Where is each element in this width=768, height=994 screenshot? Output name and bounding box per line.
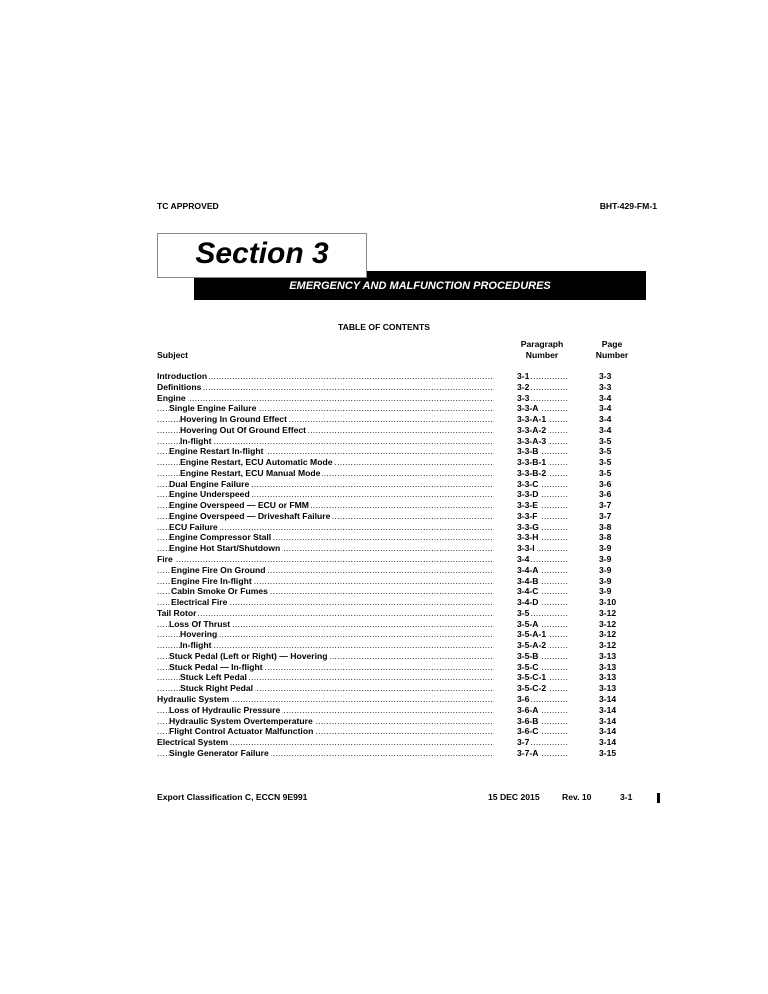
toc-entry[interactable] — [157, 500, 657, 511]
toc-entry-paragraph — [517, 672, 569, 683]
footer-date: 15 DEC 2015 — [488, 792, 540, 802]
toc-entry-subject — [157, 672, 494, 683]
toc-entry[interactable] — [157, 705, 657, 716]
toc-entry[interactable] — [157, 436, 657, 447]
toc-entry-subject — [157, 576, 494, 587]
toc-entry-subject — [157, 554, 494, 565]
toc-entry-page: 3-12 — [599, 618, 617, 629]
toc-entry-page: 3-13 — [599, 672, 617, 683]
toc-entry-page: 3-7 — [599, 510, 612, 521]
toc-entry-paragraph — [517, 748, 569, 759]
toc-entry-paragraph — [517, 554, 569, 565]
toc-entry-paragraph — [517, 522, 569, 533]
toc-entry-subject-text: Flight Control Actuator Malfunction — [169, 726, 314, 737]
toc-entry-subject-text: Cabin Smoke Or Fumes — [171, 586, 268, 597]
toc-entry-paragraph-text: 3-5-A-2 — [517, 640, 547, 651]
toc-entry-subject-text: Engine Fire On Ground — [171, 564, 266, 575]
toc-entry[interactable] — [157, 597, 657, 608]
toc-entry-subject-text: Hovering — [180, 629, 218, 640]
toc-entry[interactable] — [157, 479, 657, 490]
toc-entry-subject-text: Introduction — [157, 371, 208, 381]
toc-entry-paragraph — [517, 511, 569, 522]
toc-entry-paragraph-text: 3-5 — [517, 607, 530, 618]
toc-entry-subject-text: Hydraulic System — [157, 693, 230, 704]
toc-entry-subject — [157, 489, 494, 500]
toc-entry[interactable] — [157, 403, 657, 414]
toc-entry[interactable] — [157, 672, 657, 683]
toc-entry-paragraph-text: 3-3-I — [517, 543, 535, 554]
toc-entry-paragraph — [517, 414, 569, 425]
toc-entry[interactable] — [157, 511, 657, 522]
toc-entry-page: 3-9 — [599, 543, 612, 554]
toc-entry-subject-text: Stuck Pedal — In-flight — [169, 661, 263, 672]
column-header-page — [585, 339, 639, 361]
toc-entry[interactable] — [157, 576, 657, 587]
toc-entry-page: 3-4 — [599, 414, 612, 425]
toc-entry-paragraph — [517, 457, 569, 468]
toc-entry-paragraph-text: 3-3-F — [517, 510, 538, 521]
toc-entry-subject — [157, 608, 494, 619]
toc-entry[interactable] — [157, 543, 657, 554]
toc-entry-subject-text: Engine — [157, 392, 186, 403]
change-bar — [657, 793, 660, 803]
toc-entry-paragraph — [517, 489, 569, 500]
toc-entry-paragraph-text: 3-6-A — [517, 704, 539, 715]
toc-entry-paragraph — [517, 576, 569, 587]
toc-entry-paragraph-text: 3-3-A-2 — [517, 424, 547, 435]
toc-entry[interactable] — [157, 716, 657, 727]
footer-page-number: 3-1 — [620, 792, 633, 802]
toc-entry-page: 3-5 — [599, 467, 612, 478]
toc-list — [157, 371, 657, 759]
toc-entry-page: 3-4 — [599, 424, 612, 435]
toc-entry-paragraph — [517, 500, 569, 511]
toc-title: TABLE OF CONTENTS — [338, 322, 430, 332]
toc-entry-page: 3-13 — [599, 650, 617, 661]
toc-entry-paragraph-text: 3-3-B-2 — [517, 467, 547, 478]
toc-entry-page: 3-9 — [599, 554, 612, 565]
toc-entry-page: 3-9 — [599, 575, 612, 586]
toc-entry[interactable] — [157, 446, 657, 457]
toc-entry-page: 3-6 — [599, 489, 612, 500]
toc-entry-subject — [157, 597, 494, 608]
section-title: Section 3 — [195, 237, 329, 270]
toc-entry-paragraph — [517, 479, 569, 490]
toc-entry-page: 3-9 — [599, 586, 612, 597]
toc-entry-subject-text: In-flight — [180, 640, 212, 651]
toc-entry-page: 3-12 — [599, 607, 617, 618]
toc-entry[interactable] — [157, 554, 657, 565]
toc-entry-paragraph — [517, 651, 569, 662]
toc-entry-subject-text: Engine Fire In-flight — [171, 575, 252, 586]
toc-entry-paragraph-text: 3-5-C-2 — [517, 683, 547, 694]
toc-entry-subject — [157, 393, 494, 404]
toc-entry-paragraph — [517, 640, 569, 651]
toc-entry-paragraph — [517, 705, 569, 716]
toc-entry-paragraph — [517, 619, 569, 630]
toc-entry-paragraph-text: 3-3-B — [517, 446, 539, 457]
toc-entry-subject — [157, 543, 494, 554]
toc-entry-subject — [157, 737, 494, 748]
toc-entry-page: 3-6 — [599, 478, 612, 489]
toc-entry-paragraph-text: 3-5-A — [517, 618, 539, 629]
toc-entry-subject — [157, 565, 494, 576]
column-header-page-line2: Number — [595, 350, 629, 360]
toc-entry-subject — [157, 716, 494, 727]
toc-entry-subject — [157, 457, 494, 468]
toc-entry-subject-text: Electrical Fire — [171, 597, 228, 608]
toc-entry-subject — [157, 629, 494, 640]
toc-entry-paragraph — [517, 403, 569, 414]
toc-entry-page: 3-14 — [599, 693, 617, 704]
toc-entry-paragraph-text: 3-6-B — [517, 715, 539, 726]
toc-entry-page: 3-12 — [599, 629, 617, 640]
toc-entry-subject-text: Single Engine Failure — [169, 403, 257, 414]
toc-entry-page: 3-5 — [599, 435, 612, 446]
toc-entry[interactable] — [157, 414, 657, 425]
toc-entry[interactable] — [157, 694, 657, 705]
toc-entry-subject — [157, 532, 494, 543]
toc-entry-paragraph — [517, 662, 569, 673]
toc-entry-paragraph — [517, 371, 569, 382]
toc-entry[interactable] — [157, 565, 657, 576]
toc-entry-paragraph — [517, 425, 569, 436]
toc-entry-paragraph-text: 3-2 — [517, 381, 530, 392]
toc-entry-subject — [157, 382, 494, 393]
toc-entry[interactable] — [157, 662, 657, 673]
toc-entry-subject-text: Tail Rotor — [157, 607, 197, 618]
toc-entry-subject — [157, 651, 494, 662]
toc-entry-page: 3-9 — [599, 564, 612, 575]
toc-entry-paragraph — [517, 629, 569, 640]
toc-entry[interactable] — [157, 522, 657, 533]
toc-entry-subject — [157, 662, 494, 673]
toc-entry-paragraph-text: 3-4 — [517, 554, 530, 565]
toc-entry-subject-text: Hovering In Ground Effect — [180, 414, 287, 425]
toc-entry-paragraph-text: 3-7 — [517, 737, 530, 748]
toc-entry-paragraph-text: 3-3-H — [517, 532, 539, 543]
toc-entry-page: 3-7 — [599, 500, 612, 511]
section-subtitle: EMERGENCY AND MALFUNCTION PROCEDURES — [289, 280, 551, 292]
toc-entry-paragraph-text: 3-1 — [517, 371, 530, 381]
toc-entry-page: 3-15 — [599, 747, 617, 758]
toc-entry-subject-text: Engine Overspeed — ECU or FMM — [169, 500, 309, 511]
toc-entry-subject — [157, 619, 494, 630]
toc-entry-paragraph-text: 3-7-A — [517, 747, 539, 758]
toc-entry-paragraph — [517, 694, 569, 705]
toc-entry-subject-text: Dual Engine Failure — [169, 478, 250, 489]
toc-entry-paragraph-text: 3-4-C — [517, 586, 539, 597]
toc-entry[interactable] — [157, 489, 657, 500]
toc-entry-paragraph-text: 3-4-B — [517, 575, 539, 586]
toc-entry[interactable] — [157, 425, 657, 436]
toc-entry-page: 3-3 — [599, 371, 612, 381]
column-header-paragraph — [510, 339, 574, 361]
toc-entry-subject-text: Stuck Right Pedal — [180, 683, 254, 694]
toc-entry-page: 3-3 — [599, 381, 612, 392]
toc-entry-paragraph — [517, 565, 569, 576]
header-approval-label: TC APPROVED — [157, 201, 219, 211]
toc-entry-subject-text: Fire — [157, 554, 173, 565]
toc-entry-page: 3-13 — [599, 683, 617, 694]
toc-entry-page: 3-5 — [599, 457, 612, 468]
toc-entry[interactable] — [157, 608, 657, 619]
toc-entry-page: 3-14 — [599, 715, 617, 726]
toc-entry-subject — [157, 479, 494, 490]
toc-entry-subject-text: Engine Restart, ECU Manual Mode — [180, 467, 321, 478]
toc-entry-paragraph — [517, 532, 569, 543]
toc-entry[interactable] — [157, 468, 657, 479]
toc-entry[interactable] — [157, 737, 657, 748]
toc-entry-subject-text: Engine Hot Start/Shutdown — [169, 543, 281, 554]
toc-entry-paragraph-text: 3-4-D — [517, 597, 539, 608]
toc-entry-paragraph — [517, 393, 569, 404]
column-header-subject: Subject — [157, 350, 189, 360]
toc-entry-subject — [157, 748, 494, 759]
toc-entry[interactable] — [157, 371, 657, 382]
toc-entry-page: 3-8 — [599, 521, 612, 532]
toc-entry-paragraph-text: 3-3-A-1 — [517, 414, 547, 425]
header-document-id: BHT-429-FM-1 — [599, 201, 657, 211]
toc-entry-subject-text: Stuck Pedal (Left or Right) — Hovering — [169, 650, 328, 661]
toc-entry-subject-text: Loss of Hydraulic Pressure — [169, 704, 281, 715]
toc-entry-subject — [157, 446, 494, 457]
toc-entry-paragraph-text: 3-3-B-1 — [517, 457, 547, 468]
toc-entry-subject — [157, 436, 494, 447]
column-header-page-line1: Page — [601, 339, 623, 349]
toc-entry[interactable] — [157, 640, 657, 651]
toc-entry-paragraph-text: 3-3-E — [517, 500, 539, 511]
toc-entry[interactable] — [157, 726, 657, 737]
toc-entry-paragraph — [517, 436, 569, 447]
toc-entry-subject-text: Engine Compressor Stall — [169, 532, 272, 543]
toc-entry-paragraph-text: 3-4-A — [517, 564, 539, 575]
toc-entry-page: 3-14 — [599, 704, 617, 715]
toc-entry-subject-text: Definitions — [157, 381, 202, 392]
toc-entry-page: 3-4 — [599, 403, 612, 414]
column-header-paragraph-line2: Number — [525, 350, 559, 360]
toc-entry-subject-text: Engine Restart, ECU Automatic Mode — [180, 457, 333, 468]
toc-entry-paragraph — [517, 608, 569, 619]
toc-entry-paragraph — [517, 468, 569, 479]
toc-entry-paragraph-text: 3-5-A-1 — [517, 629, 547, 640]
toc-entry-paragraph — [517, 382, 569, 393]
toc-entry-subject — [157, 511, 494, 522]
column-header-paragraph-line1: Paragraph — [520, 339, 564, 349]
toc-entry-paragraph-text: 3-3-C — [517, 478, 539, 489]
toc-entry-paragraph — [517, 683, 569, 694]
toc-entry-page: 3-12 — [599, 640, 617, 651]
toc-entry[interactable] — [157, 393, 657, 404]
toc-entry-subject-text: Hydraulic System Overtemperature — [169, 715, 313, 726]
toc-entry-paragraph — [517, 543, 569, 554]
toc-entry[interactable] — [157, 629, 657, 640]
toc-entry-subject-text: ECU Failure — [169, 521, 218, 532]
toc-entry-paragraph — [517, 597, 569, 608]
toc-entry-subject-text: Engine Underspeed — [169, 489, 250, 500]
toc-entry-subject — [157, 500, 494, 511]
toc-entry-paragraph-text: 3-6 — [517, 693, 530, 704]
toc-entry-paragraph — [517, 586, 569, 597]
toc-entry-page: 3-4 — [599, 392, 612, 403]
toc-entry[interactable] — [157, 683, 657, 694]
toc-entry-subject-text: Loss Of Thrust — [169, 618, 231, 629]
toc-entry-page: 3-14 — [599, 737, 617, 748]
toc-entry-subject — [157, 522, 494, 533]
toc-entry-paragraph-text: 3-3-A — [517, 403, 539, 414]
toc-entry-subject — [157, 425, 494, 436]
toc-entry-paragraph — [517, 726, 569, 737]
toc-entry-paragraph-text: 3-3-A-3 — [517, 435, 547, 446]
toc-entry-subject — [157, 705, 494, 716]
toc-entry-paragraph — [517, 446, 569, 457]
toc-entry-subject-text: Electrical System — [157, 737, 229, 748]
toc-entry-subject — [157, 694, 494, 705]
toc-entry[interactable] — [157, 651, 657, 662]
toc-entry-paragraph-text: 3-5-B — [517, 650, 539, 661]
toc-entry-paragraph-text: 3-3 — [517, 392, 530, 403]
toc-entry-subject — [157, 726, 494, 737]
toc-entry-paragraph-text: 3-5-C-1 — [517, 672, 547, 683]
toc-entry[interactable] — [157, 382, 657, 393]
toc-entry-page: 3-10 — [599, 597, 617, 608]
toc-entry-page: 3-14 — [599, 726, 617, 737]
toc-entry-subject — [157, 683, 494, 694]
toc-entry-subject-text: Engine Restart In-flight — [169, 446, 264, 457]
toc-entry-subject-text: In-flight — [180, 435, 212, 446]
toc-entry-subject-text: Single Generator Failure — [169, 747, 269, 758]
toc-entry-paragraph-text: 3-6-C — [517, 726, 539, 737]
toc-entry-subject — [157, 371, 494, 382]
footer-export-classification: Export Classification C, ECCN 9E991 — [157, 792, 308, 802]
toc-entry-paragraph — [517, 716, 569, 727]
toc-entry-paragraph-text: 3-5-C — [517, 661, 539, 672]
toc-entry-subject-text: Engine Overspeed — Driveshaft Failure — [169, 510, 331, 521]
toc-entry-subject — [157, 403, 494, 414]
toc-entry[interactable] — [157, 457, 657, 468]
toc-entry-paragraph — [517, 737, 569, 748]
toc-entry-paragraph-text: 3-3-G — [517, 521, 539, 532]
toc-entry-subject-text: Hovering Out Of Ground Effect — [180, 424, 307, 435]
toc-entry-subject — [157, 414, 494, 425]
section-title-box — [157, 233, 367, 278]
toc-entry[interactable] — [157, 586, 657, 597]
toc-entry[interactable] — [157, 532, 657, 543]
toc-entry-subject — [157, 586, 494, 597]
toc-entry-subject — [157, 468, 494, 479]
toc-entry-subject — [157, 640, 494, 651]
toc-entry-page: 3-5 — [599, 446, 612, 457]
toc-entry-subject-text: Stuck Left Pedal — [180, 672, 247, 683]
toc-entry-page: 3-13 — [599, 661, 617, 672]
footer-revision: Rev. 10 — [562, 792, 592, 802]
toc-entry-paragraph-text: 3-3-D — [517, 489, 539, 500]
toc-entry[interactable] — [157, 748, 657, 759]
toc-entry[interactable] — [157, 619, 657, 630]
toc-entry-page: 3-8 — [599, 532, 612, 543]
